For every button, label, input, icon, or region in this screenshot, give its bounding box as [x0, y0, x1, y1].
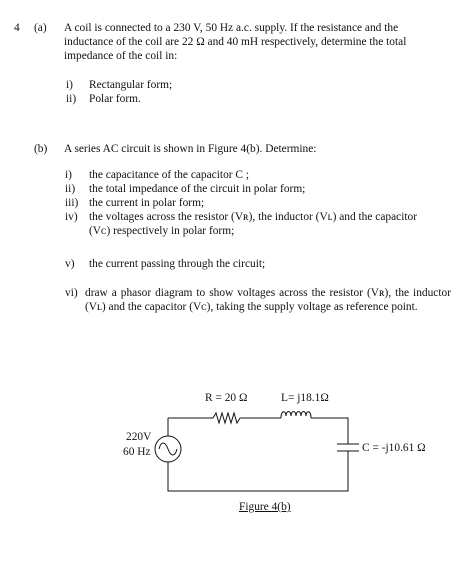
part-b-item-num: iv) [65, 211, 78, 223]
part-a-text-line1: A coil is connected to a 230 V, 50 Hz a.c. supply. If the resistance and the [64, 22, 399, 34]
part-b-item-text: the total impedance of the circuit in polar form; [89, 183, 306, 195]
part-a-item-num: i) [66, 79, 73, 91]
part-a-item-num: ii) [66, 93, 77, 105]
part-b-item-num: v) [65, 258, 75, 270]
part-b-intro: A series AC circuit is shown in Figure 4(b). Determine: [64, 143, 317, 155]
capacitor-label: C = -j10.61 Ω [362, 442, 426, 454]
part-b-label: (b) [34, 143, 48, 155]
part-b-item-continuation: (Vᴄ) respectively in polar form; [89, 225, 235, 237]
part-a-label: (a) [34, 22, 47, 34]
wire-top [168, 418, 348, 444]
part-b-item-num: i) [65, 169, 72, 181]
part-b-item-text: the capacitance of the capacitor C ; [89, 169, 250, 181]
source-frequency-label: 60 Hz [123, 446, 151, 458]
part-b-item-text: the voltages across the resistor (Vʀ), the inductor (Vʟ) and the capacitor [89, 211, 418, 223]
inductor-label: L= j18.1Ω [281, 392, 329, 404]
part-a-text-line2: inductance of the coil are 22 Ω and 40 mH respectively, determine the total [64, 36, 407, 48]
figure-caption: Figure 4(b) [239, 501, 291, 513]
question-number: 4 [14, 22, 20, 34]
inductor-symbol [281, 412, 311, 419]
source-voltage-label: 220V [126, 431, 152, 443]
wire-bottom [168, 451, 348, 491]
part-b-item-text: draw a phasor diagram to show voltages across the resistor (Vʀ), the inductor (Vʟ) and the capacitor (Vᴄ), taking the supply voltage as reference point. [85, 287, 451, 313]
resistor-label: R = 20 Ω [205, 392, 248, 404]
sine-wave-icon [159, 443, 177, 455]
part-b-item-num: vi) [65, 287, 78, 299]
resistor-symbol [213, 413, 240, 423]
part-b-item-text: the current passing through the circuit; [89, 258, 266, 270]
part-b-item-text: the current in polar form; [89, 197, 205, 209]
part-b-item-num: iii) [65, 197, 79, 209]
part-b-item-num: ii) [65, 183, 76, 195]
part-a-item-text: Polar form. [89, 93, 141, 105]
part-a-text-line3: impedance of the coil in: [64, 50, 178, 62]
part-a-item-text: Rectangular form; [89, 79, 173, 91]
